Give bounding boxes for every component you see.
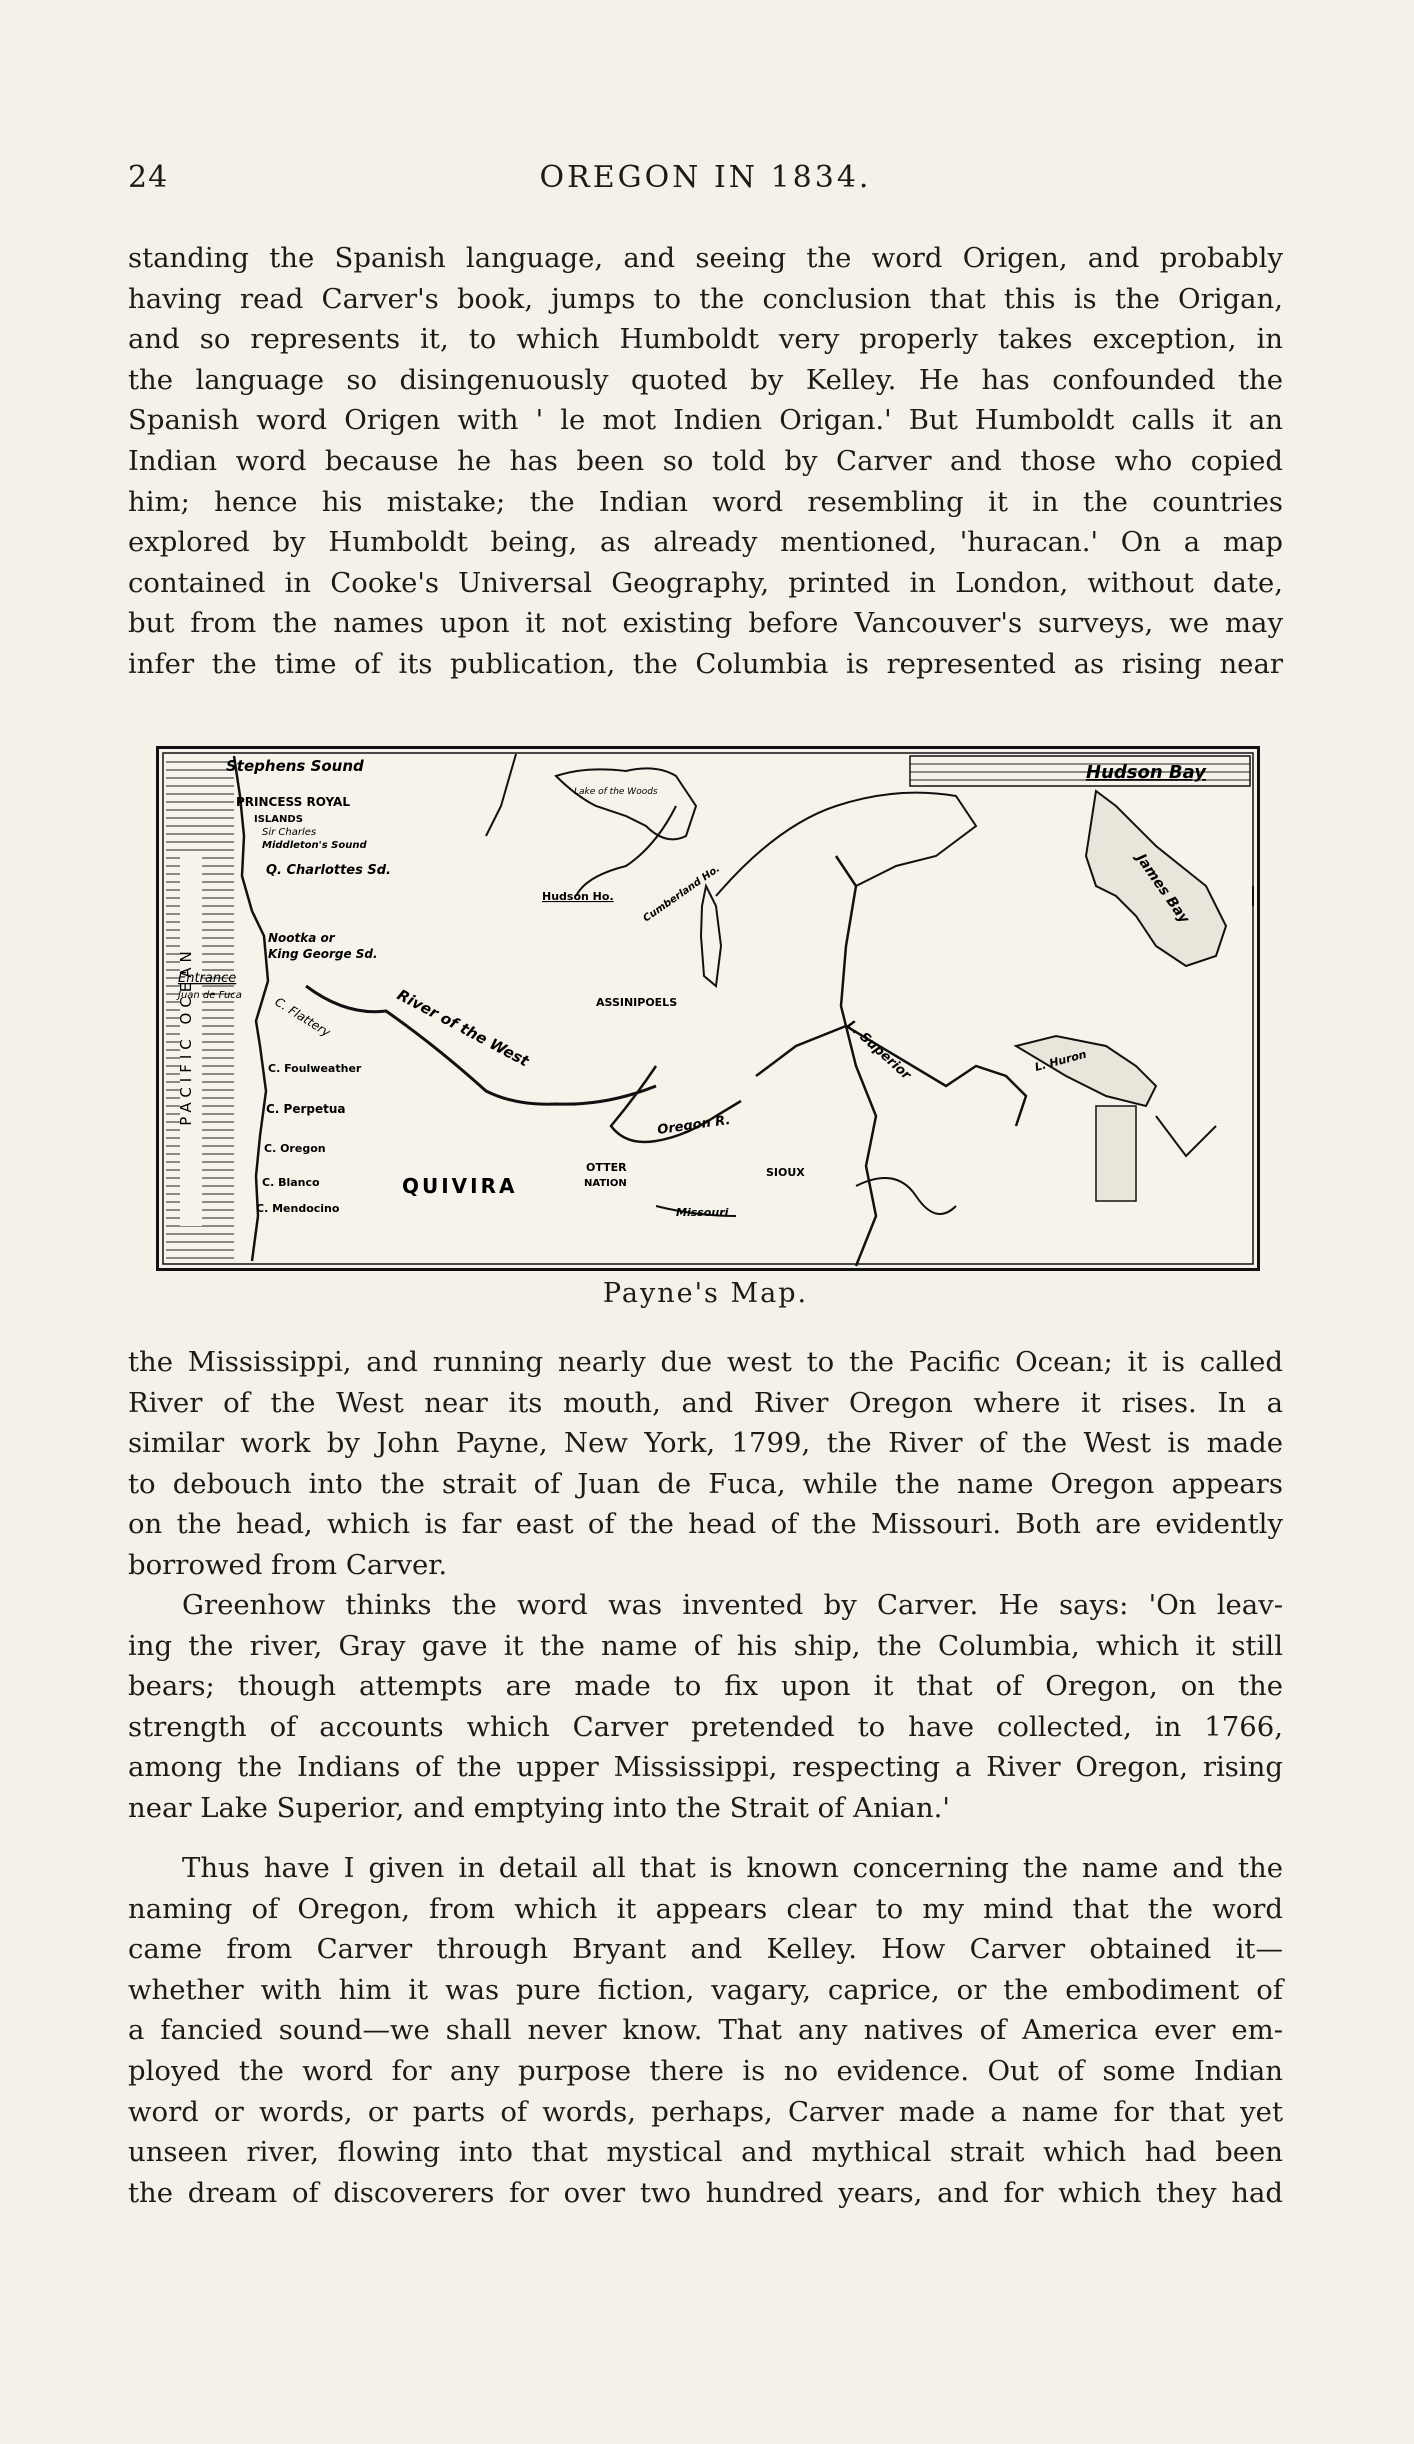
paragraph: [128, 238, 1283, 685]
map-label-sir-charles: Sir Charles: [262, 827, 317, 838]
map-label-hudson-ho: Hudson Ho.: [542, 890, 614, 903]
map-label-otter-1: OTTER: [586, 1161, 627, 1174]
text-line: explored by Humboldt being, as already mentioned, 'huracan.' On a map: [128, 526, 1283, 559]
text-line: naming of Oregon, from which it appears clear to my mind that the word: [128, 1892, 1283, 1925]
text-line: Spanish word Origen with ' le mot Indien Origan.' But Humboldt calls it an: [128, 404, 1283, 437]
text-line: ing the river, Gray gave it the name of his ship, the Columbia, which it still: [128, 1629, 1283, 1662]
text-line: Thus have I given in detail all that is known concerning the name and the: [182, 1852, 1283, 1884]
text-line: strength of accounts which Carver pretended to have collected, in 1766,: [128, 1710, 1283, 1743]
map-label-river-of-the-west: River of the West: [394, 985, 532, 1071]
paragraph: [128, 1342, 1283, 1586]
text-line: the dream of discoverers for over two hundred years, and for which they had: [128, 2176, 1283, 2209]
pacific-ocean-label: PACIFIC OCEAN: [177, 946, 195, 1126]
paynes-map: [156, 746, 1260, 1271]
map-label-sioux: SIOUX: [766, 1166, 805, 1179]
map-label-otter-2: NATION: [584, 1178, 627, 1189]
text-line: having read Carver's book, jumps to the conclusion that this is the Origan,: [128, 282, 1283, 315]
lake-michigan-shape: [1096, 1106, 1136, 1201]
map-label-assinipoels: ASSINIPOELS: [596, 996, 678, 1009]
text-line: borrowed from Carver.: [128, 1548, 448, 1581]
map-label-c-blanco: C. Blanco: [262, 1176, 320, 1189]
map-label-lake-of-the-woods: Lake of the Woods: [574, 787, 658, 797]
map-illustration: [156, 746, 1260, 1271]
map-label-hudson-bay: Hudson Bay: [1086, 762, 1206, 783]
map-label-islands: ISLANDS: [254, 814, 303, 825]
map-label-q-charlottes-sd: Q. Charlottes Sd.: [266, 863, 391, 878]
text-line: ployed the word for any purpose there is no evidence. Out of some Indian: [128, 2054, 1283, 2087]
running-title: OREGON IN 1834.: [539, 160, 872, 195]
text-line: the language so disingenuously quoted by Kelley. He has confounded the: [128, 363, 1283, 396]
paragraph: [128, 1848, 1283, 2213]
page-header: [128, 160, 1283, 200]
text-line: Greenhow thinks the word was invented by Carver. He says: 'On leav-: [182, 1589, 1283, 1621]
map-label-c-mendocino: C. Mendocino: [256, 1202, 340, 1215]
text-line: Indian word because he has been so told by Carver and those who copied: [128, 444, 1283, 477]
text-line: unseen river, flowing into that mystical and mythical strait which had been: [128, 2136, 1283, 2169]
map-label-lake-superior: L. Superior: [843, 1017, 914, 1083]
text-line: word or words, or parts of words, perhaps, Carver made a name for that yet: [128, 2095, 1283, 2128]
text-line: but from the names upon it not existing before Vancouver's surveys, we may: [128, 607, 1283, 640]
text-line: near Lake Superior, and emptying into the Strait of Anian.': [128, 1791, 950, 1824]
map-label-oregon-r: Oregon R.: [656, 1112, 732, 1138]
text-line: to debouch into the strait of Juan de Fuca, while the name Oregon appears: [128, 1467, 1283, 1500]
map-label-c-oregon: C. Oregon: [264, 1142, 326, 1155]
text-line: contained in Cooke's Universal Geography, printed in London, without date,: [128, 566, 1283, 599]
page-number: 24: [128, 160, 169, 195]
text-line: whether with him it was pure fiction, vagary, caprice, or the embodiment of: [128, 1973, 1283, 2006]
text-line: similar work by John Payne, New York, 1799, the River of the West is made: [128, 1427, 1283, 1460]
map-label-james-bay: James Bay: [1132, 851, 1193, 927]
map-label-c-perpetua: C. Perpetua: [266, 1102, 346, 1116]
map-label-middletons-sound: Middleton's Sound: [262, 840, 367, 851]
map-label-lake-huron: L. Huron: [1033, 1047, 1088, 1074]
map-label-princess-royal: PRINCESS ROYAL: [236, 795, 350, 809]
text-line: and so represents it, to which Humboldt very properly takes exception, in: [128, 323, 1283, 356]
map-label-c-flattery: C. Flattery: [272, 994, 333, 1040]
text-line: River of the West near its mouth, and River Oregon where it rises. In a: [128, 1386, 1283, 1419]
figure-caption: Payne's Map.: [602, 1278, 809, 1309]
text-line: standing the Spanish language, and seeing the word Origen, and probably: [128, 242, 1283, 274]
text-line: him; hence his mistake; the Indian word resembling it in the countries: [128, 485, 1283, 518]
text-line: came from Carver through Bryant and Kelley. How Carver obtained it—: [128, 1933, 1283, 1966]
map-label-stephens-sound: Stephens Sound: [226, 757, 364, 775]
map-label-king-george: King George Sd.: [268, 947, 378, 961]
text-line: among the Indians of the upper Mississippi, respecting a River Oregon, rising: [128, 1751, 1283, 1784]
paragraph: [128, 1585, 1283, 1829]
map-label-quivira: QUIVIRA: [402, 1174, 518, 1198]
map-label-juan-de-fuca: Juan de Fuca: [178, 990, 242, 1001]
map-label-nootka: Nootka or: [268, 931, 335, 945]
text-line: infer the time of its publication, the Columbia is represented as rising near: [128, 647, 1283, 680]
text-line: the Mississippi, and running nearly due west to the Pacific Ocean; it is called: [128, 1346, 1283, 1378]
text-line: on the head, which is far east of the head of the Missouri. Both are evidently: [128, 1508, 1283, 1541]
text-line: a fancied sound—we shall never know. That any natives of America ever em-: [128, 2014, 1283, 2047]
map-label-entrance: Entrance: [178, 971, 237, 986]
map-label-cumberland-ho: Cumberland Ho.: [641, 863, 723, 925]
map-label-c-foulweather: C. Foulweather: [268, 1062, 362, 1075]
text-line: bears; though attempts are made to fix upon it that of Oregon, on the: [128, 1670, 1283, 1703]
map-label-missouri: Missouri: [676, 1206, 729, 1219]
